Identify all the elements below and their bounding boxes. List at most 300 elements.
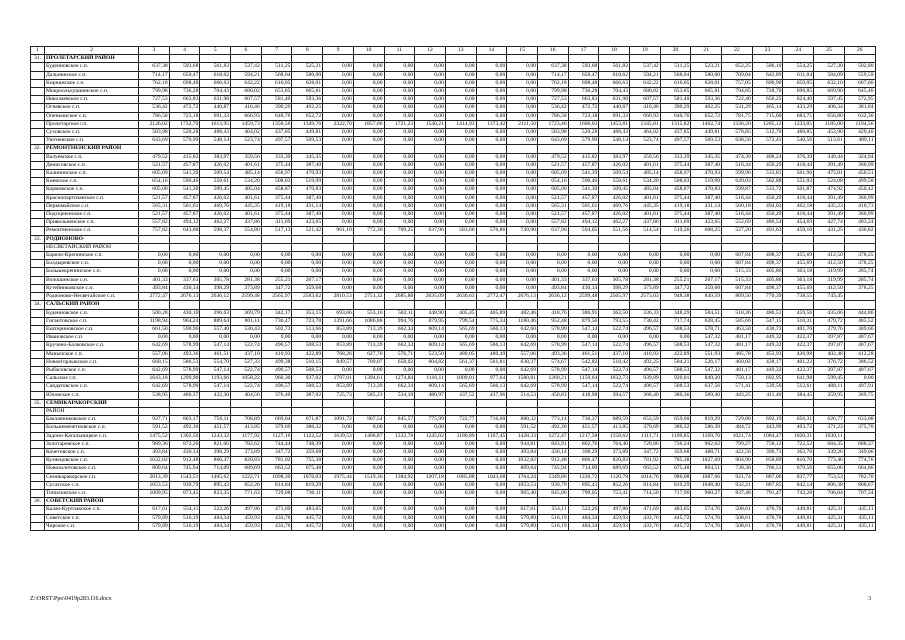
- value-cell: 0,00: [660, 252, 691, 260]
- value-cell: 0,00: [599, 268, 630, 276]
- value-cell: 0,00: [323, 96, 354, 104]
- value-cell: 782,62: [231, 440, 262, 448]
- value-cell: 1180,46: [507, 317, 538, 325]
- value-cell: 324,94: [844, 153, 875, 161]
- value-cell: 1391,66: [323, 317, 354, 325]
- row-number-cell: [31, 416, 45, 424]
- value-cell: 547,32: [691, 366, 722, 374]
- value-cell: 1302,50: [169, 432, 200, 440]
- row-number-cell: [31, 334, 45, 342]
- value-cell: 426,02: [200, 161, 231, 169]
- value-cell: 2599,48: [231, 293, 262, 301]
- value-cell: 412,50: [814, 252, 845, 260]
- value-cell: 679,56: [783, 465, 814, 473]
- value-cell: 650,47: [568, 71, 599, 79]
- value-cell: 0,00: [353, 153, 384, 161]
- value-cell: 666,93: [630, 112, 661, 120]
- value-cell: [415, 407, 446, 415]
- value-cell: 0,00: [323, 194, 354, 202]
- settlement-name: Кузнецовское с.п.: [45, 457, 139, 465]
- value-cell: 616,05: [660, 79, 691, 87]
- value-cell: 413,85: [231, 424, 262, 432]
- row-number-cell: [31, 276, 45, 284]
- table-row: [31, 457, 876, 465]
- row-number-cell: [31, 448, 45, 456]
- value-cell: 430,14: [169, 284, 200, 292]
- value-cell: 481,17: [722, 334, 753, 342]
- value-cell: 0,00: [323, 161, 354, 169]
- value-cell: 513,61: [814, 137, 845, 145]
- value-cell: 690,90: [752, 79, 783, 87]
- value-cell: 0,00: [323, 137, 354, 145]
- value-cell: 0,00: [476, 194, 507, 202]
- value-cell: 402,48: [814, 350, 845, 358]
- empty-cell: [537, 55, 568, 63]
- value-cell: 1053,53: [507, 481, 538, 489]
- value-cell: 435,11: [844, 506, 875, 514]
- value-cell: 653,85: [261, 88, 292, 96]
- value-cell: 464,02: [231, 129, 262, 137]
- value-cell: 494,12: [169, 219, 200, 227]
- value-cell: 375,44: [261, 194, 292, 202]
- tariff-table: [30, 46, 876, 531]
- value-cell: 666,63: [200, 79, 231, 87]
- value-cell: 0,00: [292, 334, 323, 342]
- settlement-name: Ремонтненское с.п.: [45, 227, 139, 235]
- value-cell: 523,21: [691, 63, 722, 71]
- value-cell: 2636,12: [537, 293, 568, 301]
- value-cell: 642,60: [507, 325, 538, 333]
- value-cell: 642,22: [630, 79, 661, 87]
- value-cell: 496,57: [630, 342, 661, 350]
- value-cell: 845,06: [537, 489, 568, 497]
- value-cell: 0,00: [415, 71, 446, 79]
- value-cell: 1459,73: [231, 120, 262, 128]
- value-cell: 1350,56: [261, 120, 292, 128]
- value-cell: 645,40: [844, 88, 875, 96]
- value-cell: 656,80: [814, 112, 845, 120]
- value-cell: 0,00: [476, 489, 507, 497]
- value-cell: 0,00: [445, 514, 476, 522]
- value-cell: 455,69: [783, 284, 814, 292]
- value-cell: 502,11: [384, 309, 415, 317]
- value-cell: 637,96: [537, 227, 568, 235]
- value-cell: 1043,68: [476, 473, 507, 481]
- empty-cell: [599, 55, 630, 63]
- value-cell: 536,42: [537, 104, 568, 112]
- empty-cell: [691, 235, 722, 243]
- value-cell: 584,09: [814, 71, 845, 79]
- empty-cell: [261, 498, 292, 506]
- value-cell: 578,71: [691, 325, 722, 333]
- value-cell: 801,11: [231, 317, 262, 325]
- value-cell: 1797,01: [323, 375, 354, 383]
- value-cell: 418,44: [783, 211, 814, 219]
- table-row: [31, 481, 876, 489]
- value-cell: 736,28: [169, 88, 200, 96]
- value-cell: 0,00: [476, 284, 507, 292]
- value-cell: 0,00: [415, 194, 446, 202]
- value-cell: 449,32: [752, 342, 783, 350]
- table-row: [31, 473, 876, 481]
- value-cell: 0,00: [200, 260, 231, 268]
- value-cell: 0,00: [384, 448, 415, 456]
- settlement-name: Подгорненское с.п.: [45, 211, 139, 219]
- value-cell: 743,28: [783, 489, 814, 497]
- value-cell: 689,59: [599, 416, 630, 424]
- value-cell: 373,89: [599, 448, 630, 456]
- value-cell: 402,25: [691, 104, 722, 112]
- section-number: 36.: [31, 498, 45, 506]
- value-cell: 1009,01: [445, 375, 476, 383]
- value-cell: 496,57: [630, 325, 661, 333]
- value-cell: 557,40: [200, 325, 231, 333]
- header-cell: 18: [599, 47, 630, 55]
- value-cell: 642,69: [507, 366, 538, 374]
- header-cell: 17: [568, 47, 599, 55]
- value-cell: 866,47: [568, 457, 599, 465]
- value-cell: 0,00: [292, 252, 323, 260]
- value-cell: 0,00: [445, 112, 476, 120]
- value-cell: 585,23: [353, 391, 384, 399]
- value-cell: 599,87: [722, 186, 753, 194]
- value-cell: 574,76: [691, 522, 722, 530]
- value-cell: 412,28: [844, 350, 875, 358]
- value-cell: 437,10: [599, 350, 630, 358]
- row-number-cell: [31, 522, 45, 530]
- row-number-cell: [31, 457, 45, 465]
- value-cell: 748,39: [292, 440, 323, 448]
- value-cell: 773,46: [814, 457, 845, 465]
- settlement-name: Большекрепинское с.п.: [45, 268, 139, 276]
- value-cell: 1349,76: [292, 120, 323, 128]
- value-cell: 0,00: [384, 137, 415, 145]
- empty-cell: [139, 399, 170, 407]
- value-cell: 0,00: [169, 268, 200, 276]
- value-cell: 1185,00: [814, 120, 845, 128]
- value-cell: 493,84: [507, 448, 538, 456]
- value-cell: 516,44: [722, 211, 753, 219]
- value-cell: 0,00: [415, 104, 446, 112]
- value-cell: 0,00: [415, 489, 446, 497]
- table-row: [31, 153, 876, 161]
- row-number-cell: [31, 112, 45, 120]
- value-cell: 455,69: [783, 260, 814, 268]
- value-cell: 0,00: [476, 465, 507, 473]
- empty-cell: [691, 399, 722, 407]
- value-cell: 493,84: [139, 448, 170, 456]
- value-cell: 458,87: [660, 186, 691, 194]
- value-cell: 757,05: [722, 79, 753, 87]
- value-cell: 0,00: [568, 334, 599, 342]
- value-cell: 449,32: [752, 366, 783, 374]
- value-cell: 994,76: [384, 317, 415, 325]
- value-cell: 476,76: [752, 506, 783, 514]
- value-cell: 1087,66: [691, 473, 722, 481]
- value-cell: 1453,81: [599, 120, 630, 128]
- row-number-cell: [31, 120, 45, 128]
- value-cell: 483,65: [660, 506, 691, 514]
- value-cell: 722,77: [445, 416, 476, 424]
- value-cell: 641,98: [783, 375, 814, 383]
- value-cell: 0,00: [415, 481, 446, 489]
- value-cell: 445,72: [660, 514, 691, 522]
- value-cell: 558,61: [599, 178, 630, 186]
- value-cell: 547,14: [568, 366, 599, 374]
- table-row: [31, 194, 876, 202]
- value-cell: 2810,53: [323, 293, 354, 301]
- value-cell: 0,00: [139, 268, 170, 276]
- value-cell: 628,01: [691, 79, 722, 87]
- settlement-name: Пролетарское г.п.: [45, 120, 139, 128]
- value-cell: 0,00: [445, 448, 476, 456]
- value-cell: 608,25: [691, 227, 722, 235]
- value-cell: 426,02: [599, 211, 630, 219]
- value-cell: 426,02: [599, 161, 630, 169]
- value-cell: 0,00: [415, 268, 446, 276]
- value-cell: 0,00: [353, 457, 384, 465]
- value-cell: 1315,82: [660, 120, 691, 128]
- value-cell: 523,74: [231, 137, 262, 145]
- value-cell: 0,00: [445, 440, 476, 448]
- table-row: [31, 260, 876, 268]
- value-cell: [169, 407, 200, 415]
- value-cell: 793,55: [599, 317, 630, 325]
- value-cell: 516,44: [722, 194, 753, 202]
- table-row: [31, 104, 876, 112]
- value-cell: 508,53: [292, 383, 323, 391]
- header-cell: 3: [139, 47, 170, 55]
- value-cell: 656,25: [752, 96, 783, 104]
- value-cell: 680,02: [630, 88, 661, 96]
- value-cell: 560,18: [722, 202, 753, 210]
- value-cell: 664,86: [844, 465, 875, 473]
- value-cell: 407,67: [844, 366, 875, 374]
- value-cell: 843,91: [537, 440, 568, 448]
- value-cell: 590,96: [169, 325, 200, 333]
- value-cell: 1260,21: [537, 375, 568, 383]
- value-cell: 512,70: [752, 129, 783, 137]
- value-cell: 0,00: [353, 129, 384, 137]
- value-cell: 433,76: [261, 514, 292, 522]
- value-cell: 809,56: [722, 293, 753, 301]
- empty-cell: [476, 399, 507, 407]
- value-cell: 347,72: [660, 284, 691, 292]
- value-cell: 0,00: [445, 506, 476, 514]
- table-row: [31, 391, 876, 399]
- value-cell: 401,61: [231, 211, 262, 219]
- value-cell: 0,00: [384, 260, 415, 268]
- value-cell: 579,89: [139, 522, 170, 530]
- empty-cell: [292, 55, 323, 63]
- empty-cell: [200, 301, 231, 309]
- value-cell: 727,53: [537, 96, 568, 104]
- value-cell: 1405,62: [200, 473, 231, 481]
- value-cell: 449,81: [783, 522, 814, 530]
- empty-cell: [599, 145, 630, 153]
- value-cell: 730,37: [568, 416, 599, 424]
- empty-cell: [261, 235, 292, 243]
- value-cell: 0,00: [445, 334, 476, 342]
- settlement-name: Ивановское с.п.: [45, 334, 139, 342]
- table-row: [31, 284, 876, 292]
- value-cell: [844, 407, 875, 415]
- empty-cell: [415, 399, 446, 407]
- value-cell: 0,00: [139, 252, 170, 260]
- value-cell: 579,99: [568, 137, 599, 145]
- value-cell: 0,00: [415, 334, 446, 342]
- row-number-cell: [31, 79, 45, 87]
- value-cell: 519,99: [292, 178, 323, 186]
- value-cell: 0,00: [323, 252, 354, 260]
- table-row: [31, 407, 876, 415]
- table-row: [31, 79, 876, 87]
- value-cell: 541,39: [568, 170, 599, 178]
- value-cell: 0,00: [476, 79, 507, 87]
- value-cell: 1226,72: [568, 473, 599, 481]
- value-cell: 542,82: [568, 358, 599, 366]
- empty-cell: [445, 55, 476, 63]
- value-cell: 823,35: [200, 489, 231, 497]
- value-cell: 568,04: [261, 71, 292, 79]
- value-cell: 799,54: [445, 317, 476, 325]
- value-cell: 349,44: [814, 153, 845, 161]
- value-cell: 337,63: [568, 276, 599, 284]
- empty-cell: [445, 301, 476, 309]
- value-cell: 692,95: [752, 375, 783, 383]
- value-cell: 1721,23: [384, 120, 415, 128]
- value-cell: 2583,62: [292, 293, 323, 301]
- value-cell: 977,64: [476, 375, 507, 383]
- row-number-cell: [31, 317, 45, 325]
- value-cell: 0,00: [415, 178, 446, 186]
- value-cell: 802,76: [568, 440, 599, 448]
- value-cell: 437,86: [630, 219, 661, 227]
- value-cell: 706,51: [752, 465, 783, 473]
- empty-cell: [691, 498, 722, 506]
- value-cell: 0,00: [200, 268, 231, 276]
- empty-cell: [231, 235, 262, 243]
- value-cell: 483,65: [292, 506, 323, 514]
- value-cell: 281,38: [231, 276, 262, 284]
- value-cell: 552,69: [722, 219, 753, 227]
- value-cell: 508,03: [660, 178, 691, 186]
- table-row: [31, 506, 876, 514]
- row-number-cell: [31, 473, 45, 481]
- value-cell: 1349,86: [537, 473, 568, 481]
- value-cell: 0,00: [353, 465, 384, 473]
- value-cell: 713,39: [353, 325, 384, 333]
- value-cell: 548,14: [599, 137, 630, 145]
- value-cell: 675,48: [660, 465, 691, 473]
- value-cell: 488,43: [200, 129, 231, 137]
- value-cell: 0,00: [507, 252, 538, 260]
- value-cell: 0,00: [323, 489, 354, 497]
- value-cell: 0,00: [323, 366, 354, 374]
- value-cell: 0,00: [415, 465, 446, 473]
- value-cell: 0,00: [353, 96, 384, 104]
- value-cell: 738,55: [783, 293, 814, 301]
- value-cell: 1540,21: [415, 120, 446, 128]
- value-cell: 0,00: [384, 202, 415, 210]
- value-cell: 425,31: [814, 514, 845, 522]
- value-cell: 508,61: [722, 522, 753, 530]
- value-cell: 485,14: [231, 170, 262, 178]
- value-cell: 375,44: [660, 194, 691, 202]
- value-cell: 0,00: [323, 112, 354, 120]
- value-cell: 782,70: [844, 473, 875, 481]
- value-cell: 1021,74: [722, 432, 753, 440]
- value-cell: 557,06: [507, 350, 538, 358]
- empty-cell: [691, 145, 722, 153]
- row-number-cell: [31, 465, 45, 473]
- value-cell: 373,89: [630, 284, 661, 292]
- settlement-name: Огневское с.п.: [45, 104, 139, 112]
- value-cell: 410,93: [630, 350, 661, 358]
- value-cell: 547,14: [568, 325, 599, 333]
- empty-cell: [384, 399, 415, 407]
- value-cell: 371,23: [814, 424, 845, 432]
- value-cell: 565,31: [537, 202, 568, 210]
- value-cell: 1233,05: [783, 120, 814, 128]
- value-cell: 654,16: [537, 178, 568, 186]
- value-cell: 597,45: [814, 96, 845, 104]
- row-number-cell: [31, 227, 45, 235]
- settlement-name: Опенкинское с.п.: [45, 112, 139, 120]
- value-cell: 435,11: [844, 522, 875, 530]
- value-cell: 0,00: [507, 178, 538, 186]
- empty-cell: [783, 55, 814, 63]
- value-cell: 0,00: [445, 424, 476, 432]
- header-cell: 11: [384, 47, 415, 55]
- settlement-name: Сальское г.п.: [45, 375, 139, 383]
- value-cell: 579,99: [169, 137, 200, 145]
- value-cell: 663,52: [261, 465, 292, 473]
- value-cell: 0,00: [384, 219, 415, 227]
- value-cell: 521,42: [292, 227, 323, 235]
- value-cell: 0,00: [353, 506, 384, 514]
- value-cell: 458,97: [660, 170, 691, 178]
- value-cell: 0,00: [415, 366, 446, 374]
- value-cell: 0,00: [353, 178, 384, 186]
- value-cell: 459,93: [231, 514, 262, 522]
- empty-cell: [814, 399, 845, 407]
- value-cell: 1207,18: [415, 473, 446, 481]
- value-cell: 484,34: [200, 514, 231, 522]
- value-cell: 578,99: [537, 342, 568, 350]
- value-cell: 939,89: [630, 375, 661, 383]
- section-row: [31, 235, 876, 243]
- empty-cell: [660, 145, 691, 153]
- value-cell: 907,54: [353, 416, 384, 424]
- value-cell: 498,37: [752, 252, 783, 260]
- value-cell: 837,48: [722, 489, 753, 497]
- value-cell: 0,00: [384, 129, 415, 137]
- value-cell: 0,00: [476, 252, 507, 260]
- section-row: [31, 301, 876, 309]
- empty-cell: [353, 399, 384, 407]
- value-cell: 426,98: [783, 350, 814, 358]
- value-cell: 407,67: [844, 334, 875, 342]
- value-cell: 527,33: [231, 358, 262, 366]
- value-cell: [722, 243, 753, 251]
- settlement-name: Сандатовское с.п.: [45, 383, 139, 391]
- value-cell: 457,87: [568, 194, 599, 202]
- empty-cell: [139, 55, 170, 63]
- value-cell: 547,32: [691, 334, 722, 342]
- value-cell: 0,00: [384, 153, 415, 161]
- value-cell: 397,87: [814, 342, 845, 350]
